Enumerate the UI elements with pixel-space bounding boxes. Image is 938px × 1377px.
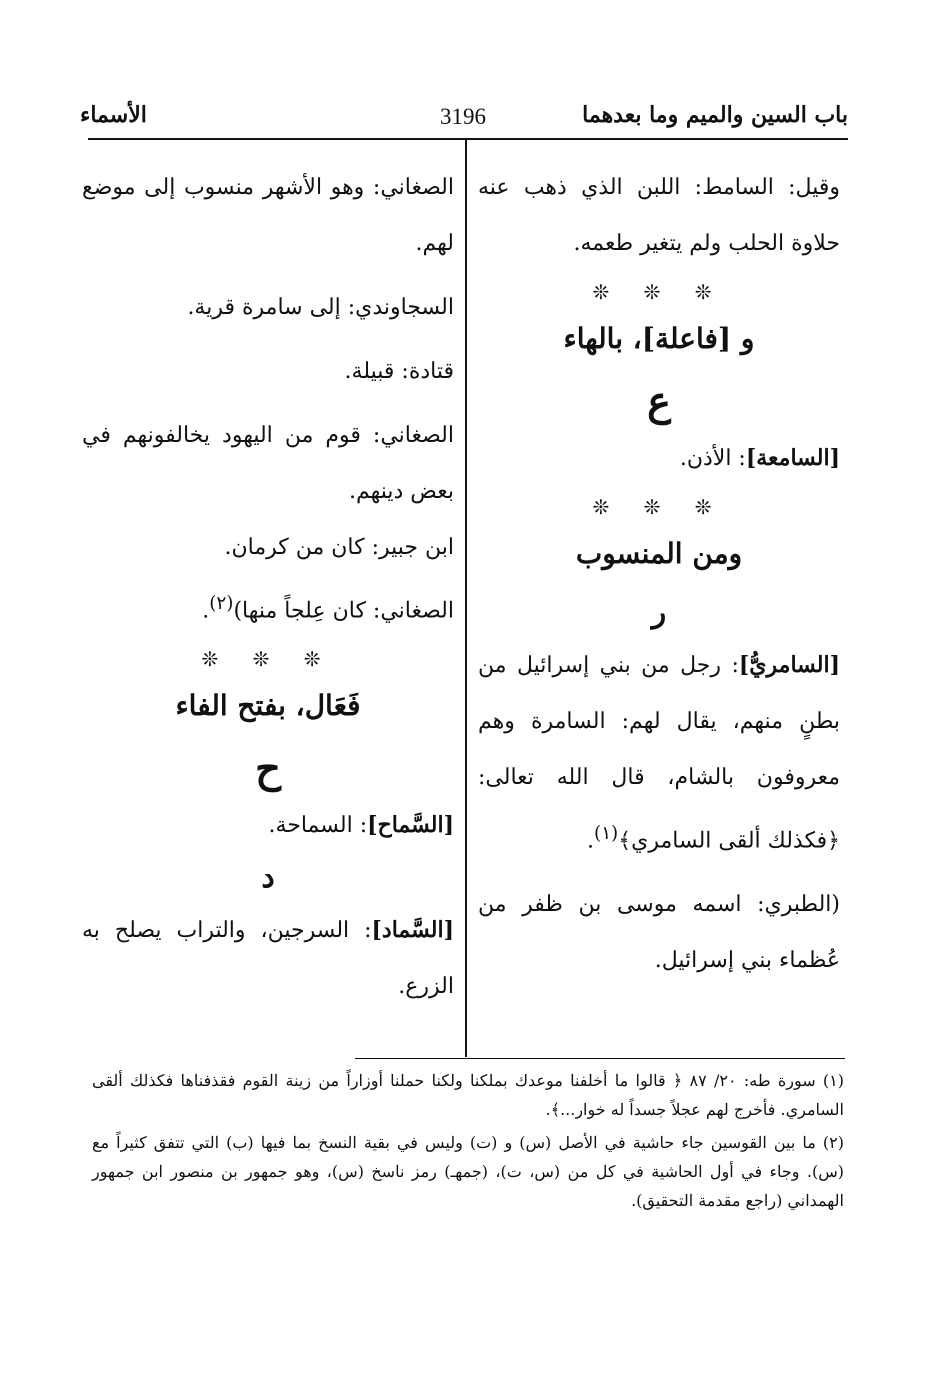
page-number: 3196 bbox=[440, 104, 486, 129]
paragraph: ابن جبير: كان من كرمان. bbox=[224, 535, 454, 560]
separator-stars: ❊ ❊ ❊ bbox=[592, 495, 726, 519]
header-rule bbox=[88, 138, 848, 140]
entry-definition: : السرجين، والتراب يصلح به الزرع. bbox=[82, 918, 454, 1000]
dictionary-entry bbox=[478, 637, 840, 869]
section-heading: و [فاعلة]، بالهاء bbox=[563, 322, 755, 355]
letter-heading: ر bbox=[651, 595, 667, 630]
paragraph-text: الصغاني: كان عِلجاً منها) bbox=[233, 598, 454, 624]
section-heading: فَعَال، بفتح الفاء bbox=[175, 689, 361, 723]
column-divider bbox=[465, 140, 467, 1057]
paragraph: الصغاني: قوم من اليهود يخالفونهم في بعض دينهم. bbox=[82, 423, 454, 504]
entry-term: [السامريُّ] bbox=[738, 652, 840, 678]
category-label: الأسماء bbox=[80, 102, 147, 128]
entry-term: [السامعة] bbox=[745, 445, 840, 471]
letter-heading: ع bbox=[647, 378, 671, 425]
left-column bbox=[82, 160, 454, 1015]
entry-term: [السَّماد] bbox=[371, 917, 454, 944]
entry-definition: : الأذن. bbox=[679, 446, 746, 471]
entry-definition: : رجل من بني إسرائيل من بطنٍ منهم، يقال لهم: السامرة وهم معروفون بالشام، قال الله تعالى: ﴿فكذلك ألقى السامري﴾ bbox=[478, 653, 840, 854]
footnote-ref: (٢) bbox=[209, 593, 234, 614]
entry-term: [السَّماح] bbox=[367, 812, 454, 839]
footnote-ref: (١) bbox=[594, 823, 619, 844]
footnote: (٢) ما بين القوسين جاء حاشية في الأصل (س) و (ت) وليس في بقية النسخ بما فيها (ب) التي تتفق كثيراً مع (س). وجاء في أول الحاشية في كل من (س، ت)، (جمهـ) رمز ناسخ (س)، وهو جمهور بن منصور ابن جمهور الهمداني (راجع مقدمة التحقيق). bbox=[92, 1133, 844, 1210]
letter-heading: ح bbox=[255, 745, 281, 793]
paragraph-end: . bbox=[202, 598, 210, 624]
footnote-rule bbox=[355, 1058, 845, 1059]
paragraph bbox=[82, 576, 454, 639]
separator-stars: ❊ ❊ ❊ bbox=[592, 280, 726, 304]
footnotes bbox=[92, 1066, 844, 1219]
paragraph: (الطبري: اسمه موسى بن ظفر من عُظماء بني إسرائيل. bbox=[478, 892, 840, 974]
entry-definition: : السماحة. bbox=[268, 813, 368, 839]
right-column bbox=[478, 160, 840, 989]
dictionary-entry bbox=[82, 797, 454, 854]
section-title: باب السين والميم وما بعدهما bbox=[582, 102, 848, 128]
letter-heading: د bbox=[261, 860, 275, 896]
separator-stars: ❊ ❊ ❊ bbox=[201, 647, 335, 672]
footnote: (١) سورة طه: ٢٠/ ٨٧ ﴿ قالوا ما أخلفنا موعدك بملكنا ولكنا حملنا أوزاراً من زينة القوم فقذفناها فكذلك ألقى السامري. فأخرج لهم عجلاً جسداً له خوار...﴾. bbox=[92, 1071, 844, 1119]
paragraph: وقيل: السامط: اللبن الذي ذهب عنه حلاوة الحلب ولم يتغير طعمه. bbox=[478, 175, 840, 256]
section-heading: ومن المنسوب bbox=[575, 537, 743, 570]
paragraph: السجاوندي: إلى سامرة قرية. bbox=[187, 295, 454, 320]
paragraph: قتادة: قبيلة. bbox=[344, 359, 454, 384]
entry-end: . bbox=[587, 828, 595, 854]
page-header bbox=[80, 102, 848, 136]
dictionary-entry bbox=[478, 430, 840, 487]
paragraph: الصغاني: وهو الأشهر منسوب إلى موضع لهم. bbox=[82, 175, 454, 256]
dictionary-entry bbox=[82, 902, 454, 1015]
